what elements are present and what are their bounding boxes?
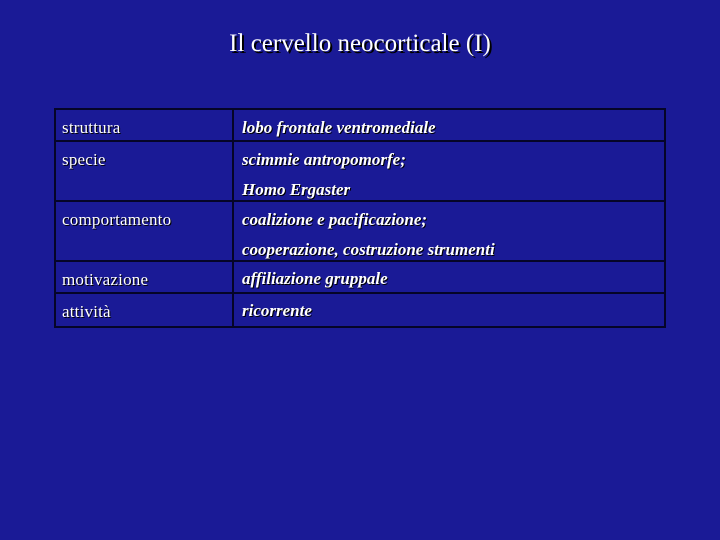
row-value-line: cooperazione, costruzione strumenti xyxy=(242,240,495,259)
table-row xyxy=(56,262,664,294)
row-value xyxy=(234,142,664,200)
row-label: struttura xyxy=(56,110,234,140)
table-row xyxy=(56,294,664,326)
content-table xyxy=(54,108,666,328)
table-row xyxy=(56,202,664,262)
row-value-line: ricorrente xyxy=(242,301,312,320)
row-label: comportamento xyxy=(56,202,234,260)
row-value xyxy=(234,294,664,326)
row-value xyxy=(234,202,664,260)
row-value-line: affiliazione gruppale xyxy=(242,269,388,288)
row-label: attività xyxy=(56,294,234,326)
row-label: specie xyxy=(56,142,234,200)
row-value-line: lobo frontale ventromediale xyxy=(242,118,436,137)
slide-title: Il cervello neocorticale (I) xyxy=(229,30,491,57)
row-value xyxy=(234,262,664,292)
table-row xyxy=(56,142,664,202)
row-value-line: scimmie antropomorfe; xyxy=(242,150,406,169)
table-row xyxy=(56,110,664,142)
row-value-line: Homo Ergaster xyxy=(242,180,351,199)
row-label: motivazione xyxy=(56,262,234,292)
row-value-line: coalizione e pacificazione; xyxy=(242,210,428,229)
row-value xyxy=(234,110,664,140)
